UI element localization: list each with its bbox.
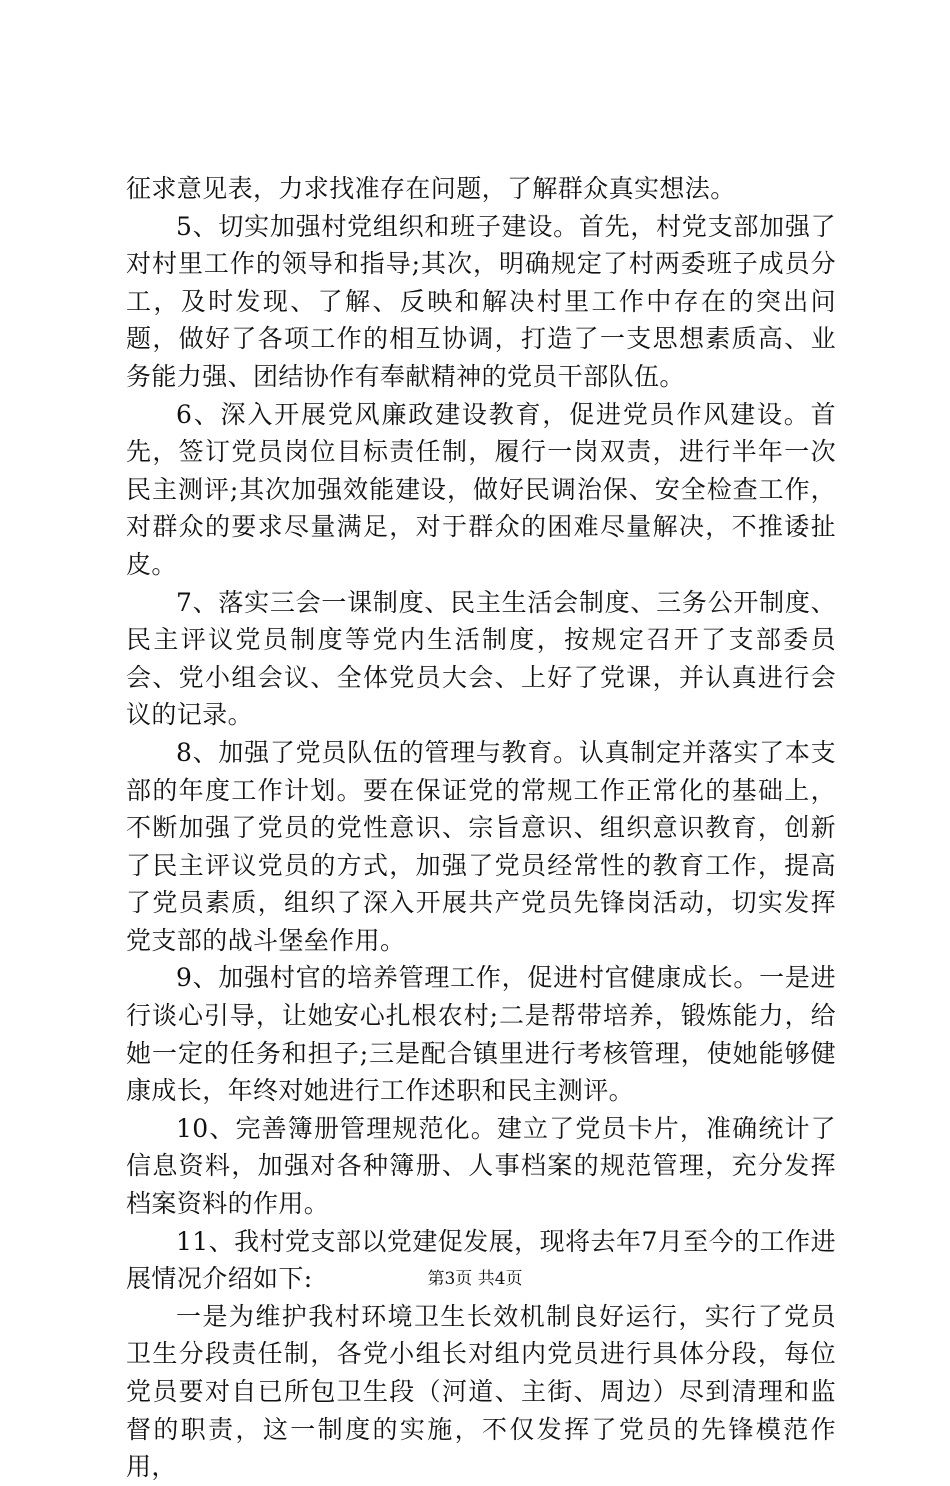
page-number-footer: 第3页 共4页 bbox=[427, 1269, 523, 1289]
paragraph-item-11: 11、我村党支部以党建促发展，现将去年7月至今的工作进展情况介绍如下: bbox=[126, 1226, 836, 1294]
paragraph-item-11-point-1: 一是为维护我村环境卫生长效机制良好运行，实行了党员卫生分段责任制，各党小组长对组内党员进行具体分段，每位党员要对自已所包卫生段（河道、主街、周边）尽到清理和监督的职责，这一制度的实施，不仅发挥了党员的先锋模范作用， bbox=[126, 1301, 836, 1482]
paragraph-item-7: 7、落实三会一课制度、民主生活会制度、三务公开制度、民主评议党员制度等党内生活制度，按规定召开了支部委员会、党小组会议、全体党员大会、上好了党课，并认真进行会议的记录。 bbox=[126, 587, 836, 730]
paragraph-continuation: 征求意见表，力求找准存在问题，了解群众真实想法。 bbox=[126, 174, 736, 203]
paragraph-item-6: 6、深入开展党风廉政建设教育，促进党员作风建设。首先，签订党员岗位目标责任制，履行一岗双责，进行半年一次民主测评;其次加强效能建设，做好民调治保、安全检查工作，对群众的要求尽量满足，对于群众的困难尽量解决，不推诿扯皮。 bbox=[126, 399, 836, 579]
paragraph-item-5: 5、切实加强村党组织和班子建设。首先，村党支部加强了对村里工作的领导和指导;其次，明确规定了村两委班子成员分工，及时发现、了解、反映和解决村里工作中存在的突出问题，做好了各项工作的相互协调，打造了一支思想素质高、业务能力强、团结协作有奉献精神的党员干部队伍。 bbox=[126, 211, 836, 391]
paragraph-item-8: 8、加强了党员队伍的管理与教育。认真制定并落实了本支部的年度工作计划。要在保证党的常规工作正常化的基础上，不断加强了党员的党性意识、宗旨意识、组织意识教育，创新了民主评议党员的方式，加强了党员经常性的教育工作，提高了党员素质，组织了深入开展共产党员先锋岗活动，切实发挥党支部的战斗堡垒作用。 bbox=[126, 737, 836, 955]
paragraph-item-10: 10、完善簿册管理规范化。建立了党员卡片，准确统计了信息资料，加强对各种簿册、人事档案的规范管理，充分发挥档案资料的作用。 bbox=[126, 1113, 836, 1219]
paragraph-item-9: 9、加强村官的培养管理工作，促进村官健康成长。一是进行谈心引导，让她安心扎根农村;二是帮带培养，锻炼能力，给她一定的任务和担子;三是配合镇里进行考核管理，使她能够健康成长，年终对她进行工作述职和民主测评。 bbox=[126, 963, 836, 1106]
